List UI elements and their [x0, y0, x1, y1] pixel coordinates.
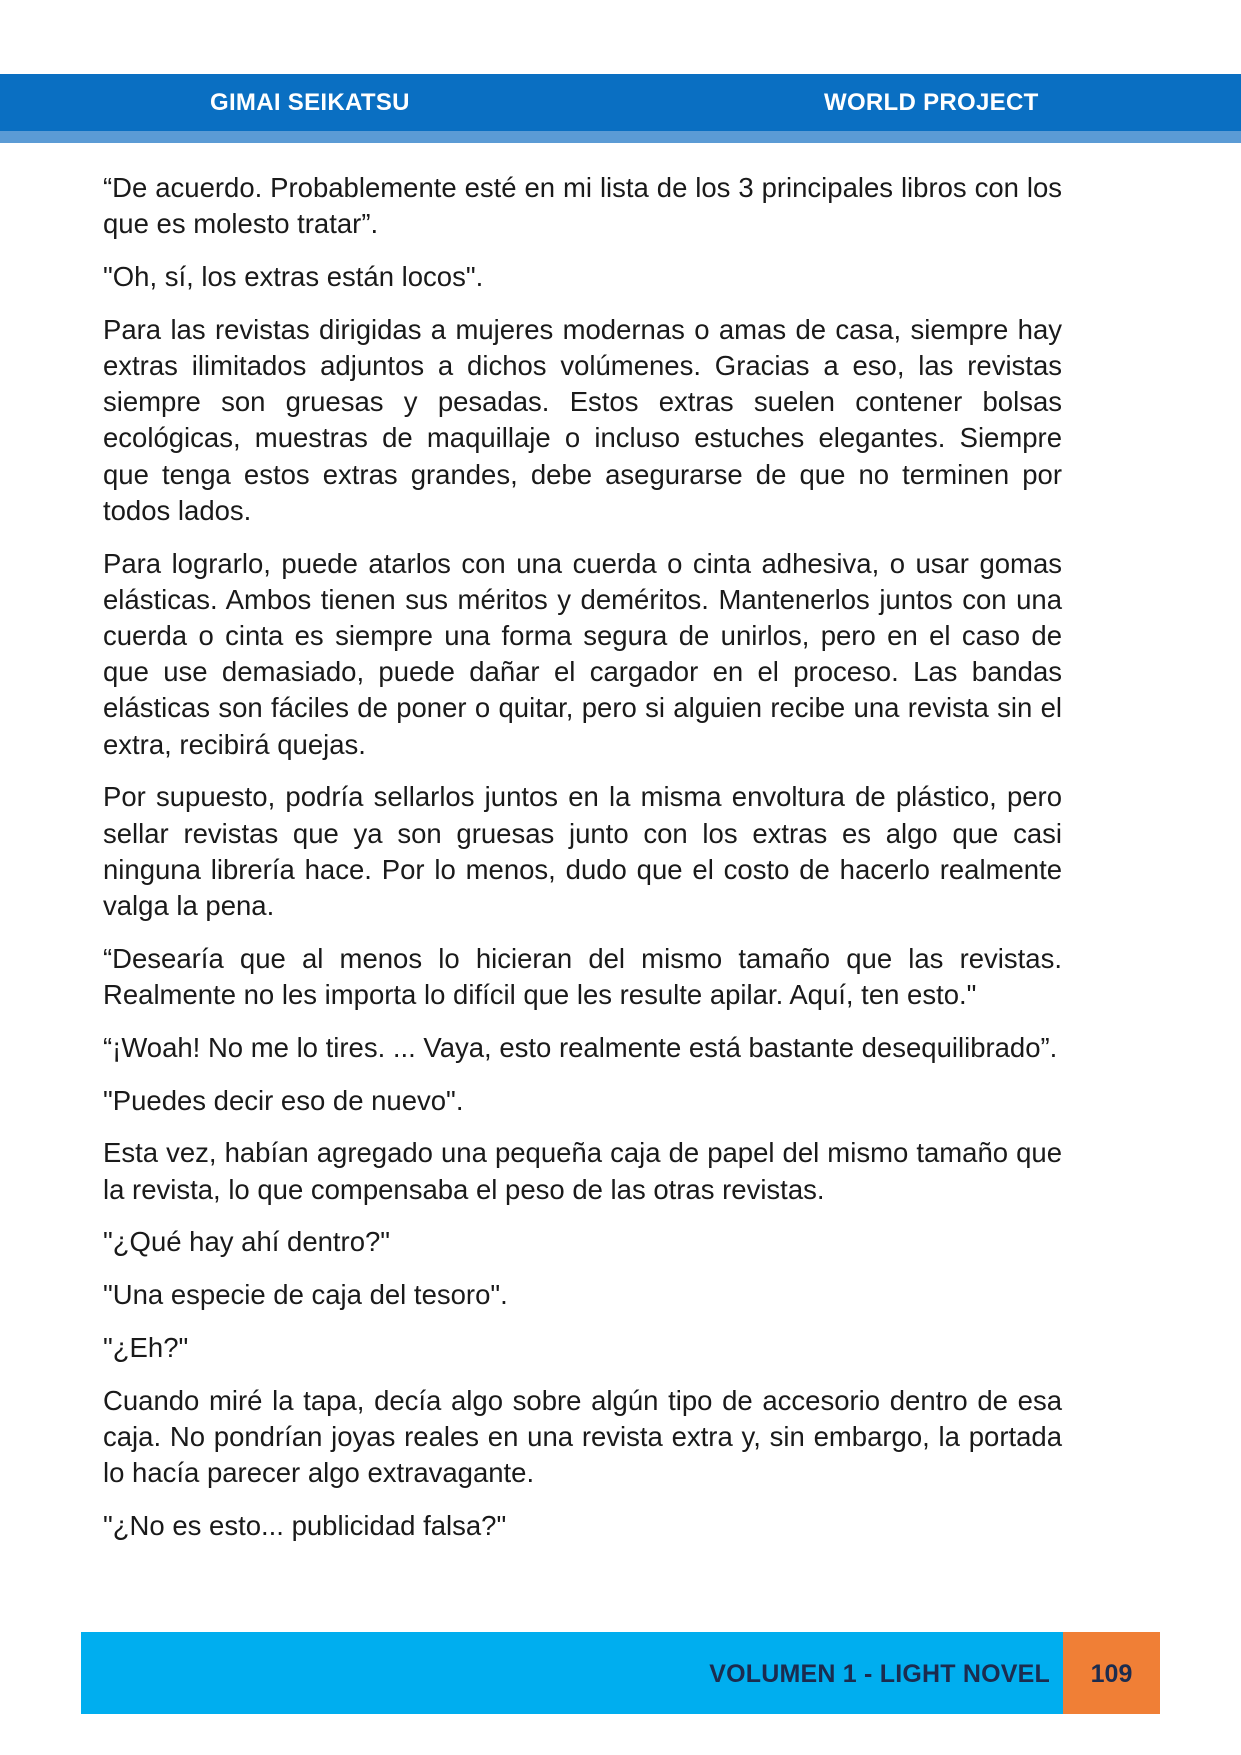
page-number: 109: [1090, 1660, 1133, 1688]
header-bar: [0, 74, 1241, 131]
paragraph-9: Esta vez, habían agregado una pequeña caja de papel del mismo tamaño que la revista, lo que compensaba el peso de las otras revistas.: [103, 1137, 1062, 1205]
paragraph-8: "Puedes decir eso de nuevo".: [103, 1084, 464, 1116]
paragraph-14: "¿No es esto... publicidad falsa?": [103, 1510, 507, 1542]
paragraph-5: Por supuesto, podría sellarlos juntos en la misma envoltura de plástico, pero sellar revistas que ya son gruesas junto con los extras es algo que casi ninguna librería hace. Por lo menos, dudo que el costo de hacerlo realmente valga la pena.: [103, 781, 1062, 922]
paragraph-10: "¿Qué hay ahí dentro?": [103, 1226, 391, 1258]
paragraph-1: “De acuerdo. Probablemente esté en mi lista de los 3 principales libros con los que es molesto tratar”.: [103, 172, 1062, 240]
paragraph-6: “Desearía que al menos lo hicieran del mismo tamaño que las revistas. Realmente no les importa lo difícil que les resulte apilar. Aquí, ten esto.": [103, 942, 1062, 1011]
paragraph-7: “¡Woah! No me lo tires. ... Vaya, esto realmente está bastante desequilibrado”.: [103, 1031, 1058, 1063]
paragraph-3: Para las revistas dirigidas a mujeres modernas o amas de casa, siempre hay extras ilimitados adjuntos a dichos volúmenes. Gracias a eso, las revistas siempre son gruesas y pesadas. Estos extras suelen contener bolsas ecológicas, muestras de maquillaje o incluso estuches elegantes. Siempre que tenga estos extras grandes, debe asegurarse de que no terminen por todos lados.: [103, 313, 1062, 526]
footer-volume-label: VOLUMEN 1 - LIGHT NOVEL: [709, 1660, 1050, 1688]
header-stripe: [0, 131, 1241, 143]
paragraph-12: "¿Eh?": [103, 1332, 189, 1364]
paragraph-4: Para lograrlo, puede atarlos con una cuerda o cinta adhesiva, o usar gomas elásticas. Ambos tienen sus méritos y deméritos. Mantenerlos juntos con una cuerda o cinta es siempre una forma segura de unirlos, pero en el caso de que use demasiado, puede dañar el cargador en el proceso. Las bandas elásticas son fáciles de poner o quitar, pero si alguien recibe una revista sin el extra, recibirá quejas.: [103, 547, 1062, 760]
paragraph-2: "Oh, sí, los extras están locos".: [103, 261, 484, 292]
page-body: [103, 170, 1062, 1561]
paragraph-11: "Una especie de caja del tesoro".: [103, 1279, 508, 1311]
header-left-title: GIMAI SEIKATSU: [210, 89, 410, 116]
header-right-title: WORLD PROJECT: [824, 89, 1039, 116]
paragraph-13: Cuando miré la tapa, decía algo sobre algún tipo de accesorio dentro de esa caja. No pondrían joyas reales en una revista extra y, sin embargo, la portada lo hacía parecer algo extravagante.: [103, 1384, 1062, 1489]
